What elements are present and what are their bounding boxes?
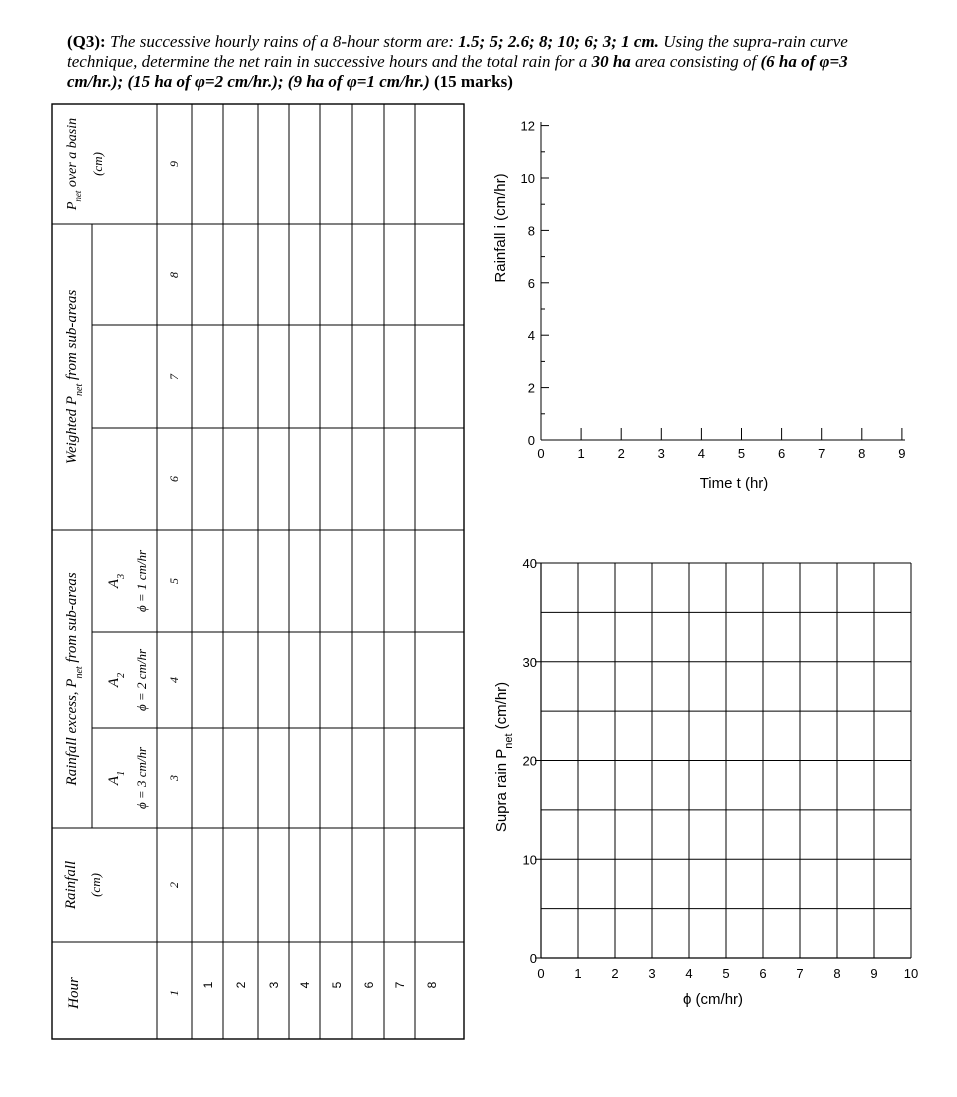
- header-rainfall-text: Rainfall: [63, 860, 79, 910]
- rain-x-tick-label: 9: [898, 446, 906, 461]
- supra-x-tick-label: 7: [796, 966, 804, 981]
- supra-y-label: [493, 682, 515, 832]
- supra-x-tick-label: 6: [759, 966, 767, 981]
- pnet-sub: net: [73, 190, 83, 202]
- rain-x-tick-label: 3: [657, 446, 665, 461]
- pnet-tail: over a basin: [65, 117, 80, 191]
- supra-x-tick-label: 2: [611, 966, 619, 981]
- a1-text: A: [106, 775, 122, 786]
- header-pnet: [65, 118, 83, 211]
- rain-x-tick-label: 5: [737, 446, 746, 461]
- excess-tail: from sub-areas: [64, 572, 80, 667]
- a1-sub: 1: [115, 770, 127, 776]
- question-part: Using the supra-rain curve technique, determine the net rain in successive hours and the total rain for a: [67, 32, 848, 71]
- header-a3: [106, 574, 127, 589]
- hour-number: 3: [267, 981, 281, 989]
- weighted-tail: from sub-areas: [64, 289, 80, 384]
- header-excess: [64, 572, 85, 786]
- column-number: 5: [167, 578, 181, 584]
- hour-number: 6: [362, 981, 376, 989]
- header-pnet-unit: (cm): [90, 152, 105, 176]
- supra-x-tick-label: 3: [648, 966, 656, 981]
- total-area: 30 ha: [591, 52, 631, 71]
- header-rainfall-unit: (cm): [88, 873, 103, 897]
- excess-text: Rainfall excess, P: [64, 678, 80, 786]
- column-number: 6: [167, 476, 181, 482]
- rain-x-tick-label: 7: [818, 446, 826, 461]
- rain-y-tick-label: 4: [527, 328, 535, 344]
- rain-x-tick-label: 2: [617, 446, 625, 461]
- header-hour: Hour: [66, 977, 82, 1009]
- header-rainfall: [63, 861, 79, 910]
- rain-x-tick-label: 4: [697, 446, 706, 461]
- a3-text: A: [106, 578, 122, 589]
- rain-y-tick-label: 12: [520, 118, 535, 134]
- hour-number: 8: [425, 981, 439, 989]
- hour-number: 2: [234, 981, 248, 989]
- header-phi1: ϕ = 3 cm/hr: [134, 746, 149, 810]
- column-number: 8: [167, 272, 181, 278]
- supra-x-tick-label: 9: [870, 966, 878, 981]
- header-a1: [106, 771, 127, 786]
- column-number: 9: [167, 161, 181, 167]
- header-phi2: ϕ = 2 cm/hr: [134, 648, 149, 712]
- question-label: (Q3):: [67, 32, 106, 51]
- column-number: 2: [167, 882, 181, 888]
- column-number: 4: [167, 677, 181, 683]
- rain-y-tick-label: 10: [520, 171, 535, 186]
- a2-text: A: [106, 677, 122, 688]
- hour-number: 1: [201, 981, 215, 989]
- rain-x-tick-label: 8: [858, 446, 866, 461]
- supra-y-tick-label: 30: [522, 654, 537, 670]
- rain-y-tick-label: 8: [527, 223, 535, 239]
- column-number: 3: [167, 775, 181, 781]
- supra-x-tick-label: 0: [537, 966, 545, 981]
- rain-y-label: Rainfall i (cm/hr): [492, 173, 509, 283]
- weighted-sub: net: [73, 383, 85, 396]
- supra-y-tick-label: 40: [522, 556, 537, 571]
- supra-y-label-text: Supra rain P: [493, 748, 510, 833]
- supra-y-tick-label: 0: [529, 951, 537, 966]
- rain-y-tick-label: 6: [527, 275, 535, 291]
- supra-x-tick-label: 10: [903, 966, 919, 981]
- rain-x-label: Time t (hr): [699, 475, 769, 492]
- excess-sub: net: [73, 666, 85, 679]
- column-number: 1: [167, 990, 181, 996]
- supra-x-tick-label: 4: [685, 966, 693, 981]
- supra-y-label-sub: net: [503, 733, 515, 749]
- supra-rain-chart: [493, 556, 918, 1008]
- supra-y-tick-label: 10: [522, 852, 537, 868]
- rain-x-tick-label: 6: [777, 446, 786, 461]
- rain-y-tick-label: 0: [527, 433, 535, 448]
- rain-y-tick-label: 2: [527, 380, 535, 396]
- question-part: The successive hourly rains of a 8-hour storm are:: [105, 32, 459, 51]
- hour-number: 7: [393, 981, 407, 989]
- a2-sub: 2: [115, 672, 127, 678]
- question-part: area consisting of: [630, 52, 761, 71]
- rainfall-chart: [492, 119, 906, 492]
- a3-sub: 3: [115, 573, 127, 579]
- supra-x-label: ϕ (cm/hr): [682, 991, 744, 1008]
- supra-x-tick-label: 1: [574, 966, 582, 981]
- header-phi3: ϕ = 1 cm/hr: [134, 549, 149, 613]
- sub-areas: (6 ha of φ=3 cm/hr.); (15 ha of φ=2 cm/hr.); (9 ha of φ=1 cm/hr.): [67, 52, 848, 91]
- weighted-text: Weighted P: [64, 395, 80, 465]
- pnet-text: P: [65, 201, 80, 211]
- column-number: 7: [167, 374, 181, 380]
- supra-x-tick-label: 8: [833, 966, 841, 981]
- rain-values: 1.5; 5; 2.6; 8; 10; 6; 3; 1 cm.: [458, 32, 659, 51]
- supra-y-label-tail: (cm/hr): [493, 681, 510, 734]
- hour-number: 4: [298, 981, 312, 989]
- supra-x-tick-label: 5: [722, 966, 730, 981]
- header-a2: [106, 673, 127, 688]
- hour-number: 5: [330, 981, 344, 989]
- rain-x-tick-label: 0: [537, 446, 545, 461]
- header-weighted: [64, 290, 85, 464]
- marks: (15 marks): [429, 72, 513, 91]
- answer-table: [52, 104, 464, 1039]
- rain-x-tick-label: 1: [577, 446, 585, 461]
- supra-y-tick-label: 20: [522, 753, 537, 769]
